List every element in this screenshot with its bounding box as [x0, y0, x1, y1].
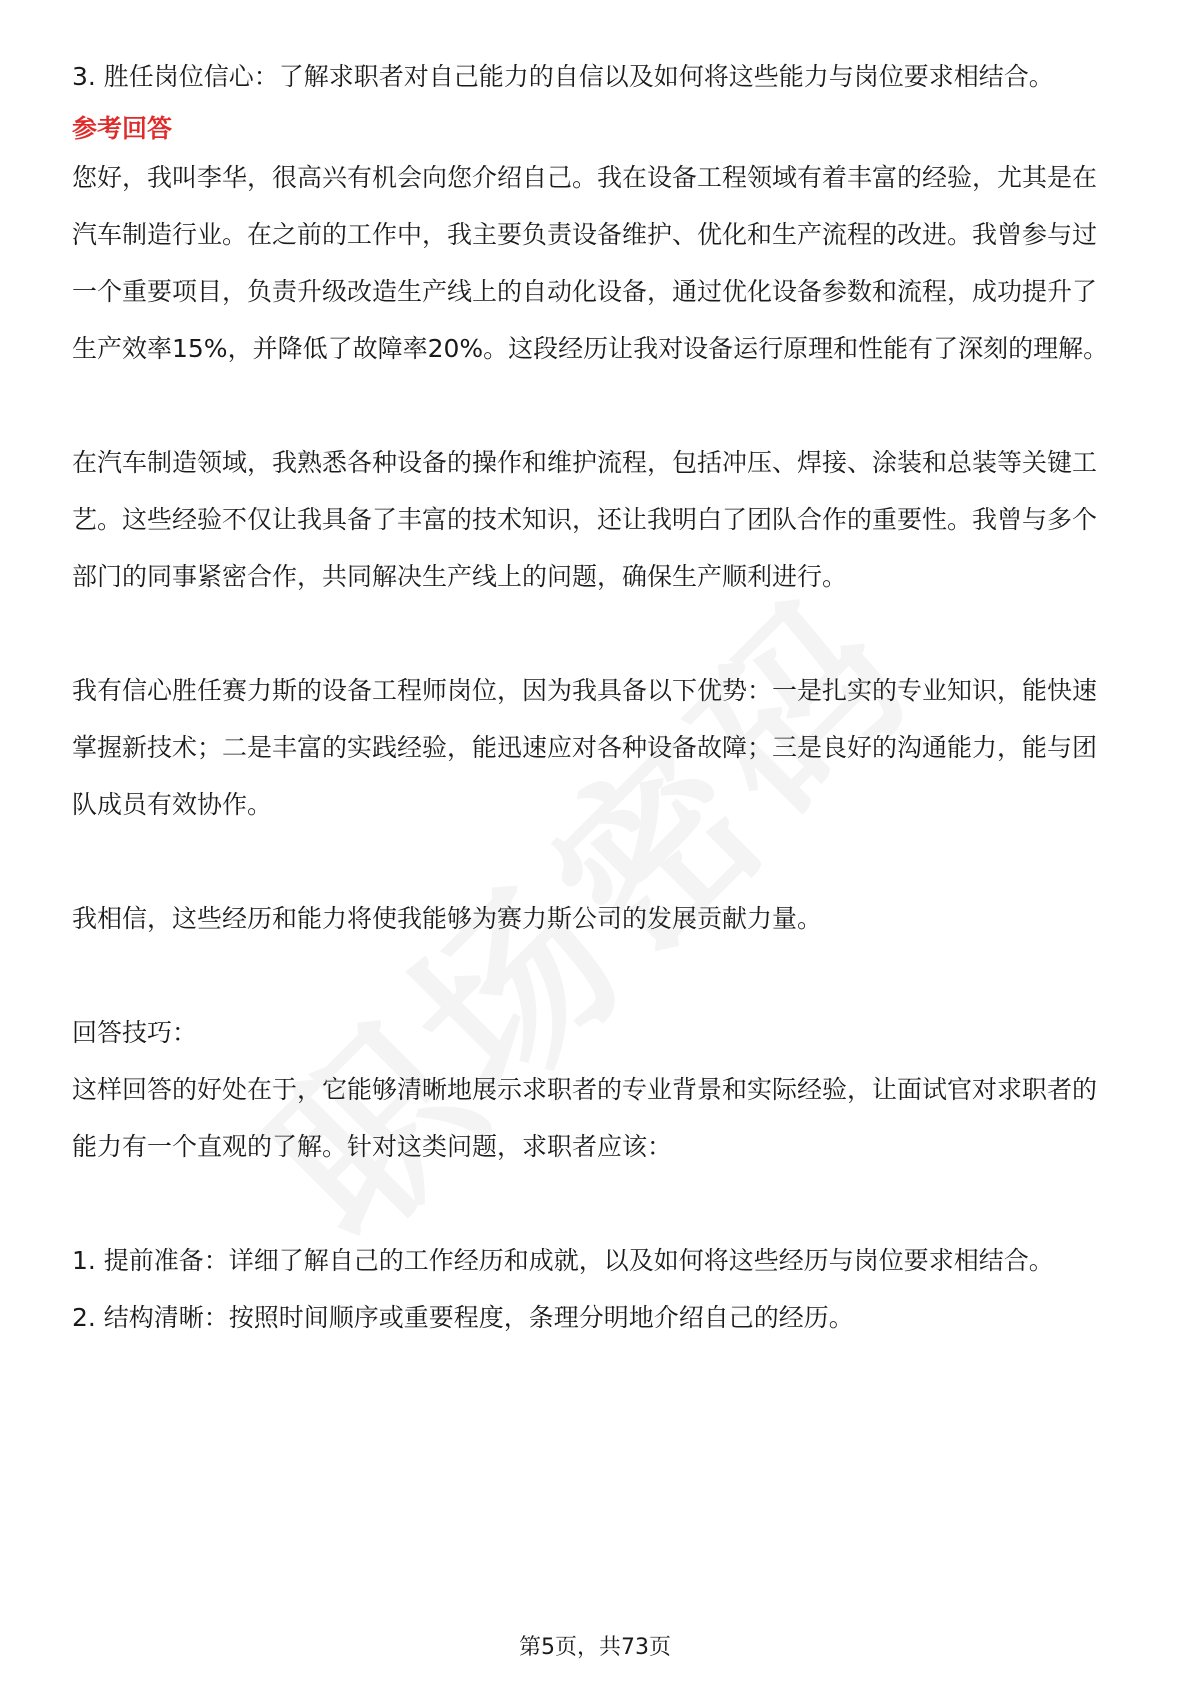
paragraph-gap [72, 377, 1120, 434]
answer-paragraph-3: 我有信心胜任赛力斯的设备工程师岗位，因为我具备以下优势：一是扎实的专业知识，能快速掌握新技术；二是丰富的实践经验，能迅速应对各种设备故障；三是良好的沟通能力，能与团队成员有效协作。 [72, 676, 1098, 819]
paragraph-gap [72, 833, 1120, 890]
answer-paragraph-4: 我相信，这些经历和能力将使我能够为赛力斯公司的发展贡献力量。 [72, 904, 823, 933]
intro-item: 3. 胜任岗位信心：了解求职者对自己能力的自信以及如何将这些能力与岗位要求相结合。 [72, 62, 1054, 91]
paragraph-gap [72, 1175, 1120, 1232]
answer-paragraph-1: 您好，我叫李华，很高兴有机会向您介绍自己。我在设备工程领域有着丰富的经验，尤其是在汽车制造行业。在之前的工作中，我主要负责设备维护、优化和生产流程的改进。我曾参与过一个重要项目，负责升级改造生产线上的自动化设备，通过优化设备参数和流程，成功提升了生产效率15%，并降低了故障率20%。这段经历让我对设备运行原理和性能有了深刻的理解。 [72, 163, 1109, 363]
paragraph-gap [72, 947, 1120, 1004]
tips-item-2: 2. 结构清晰：按照时间顺序或重要程度，条理分明地介绍自己的经历。 [72, 1303, 854, 1332]
tips-intro: 这样回答的好处在于，它能够清晰地展示求职者的专业背景和实际经验，让面试官对求职者的能力有一个直观的了解。针对这类问题，求职者应该： [72, 1075, 1098, 1161]
answer-paragraph-2: 在汽车制造领域，我熟悉各种设备的操作和维护流程，包括冲压、焊接、涂装和总装等关键工艺。这些经验不仅让我具备了丰富的技术知识，还让我明白了团队合作的重要性。我曾与多个部门的同事紧密合作，共同解决生产线上的问题，确保生产顺利进行。 [72, 448, 1098, 591]
tips-heading: 回答技巧： [72, 1018, 198, 1047]
paragraph-gap [72, 605, 1120, 662]
document-body [72, 48, 1120, 1346]
page-footer: 第5页，共73页 [519, 1635, 671, 1660]
answer-heading: 参考回答 [72, 114, 173, 143]
tips-item-1: 1. 提前准备：详细了解自己的工作经历和成就，以及如何将这些经历与岗位要求相结合。 [72, 1246, 1054, 1275]
